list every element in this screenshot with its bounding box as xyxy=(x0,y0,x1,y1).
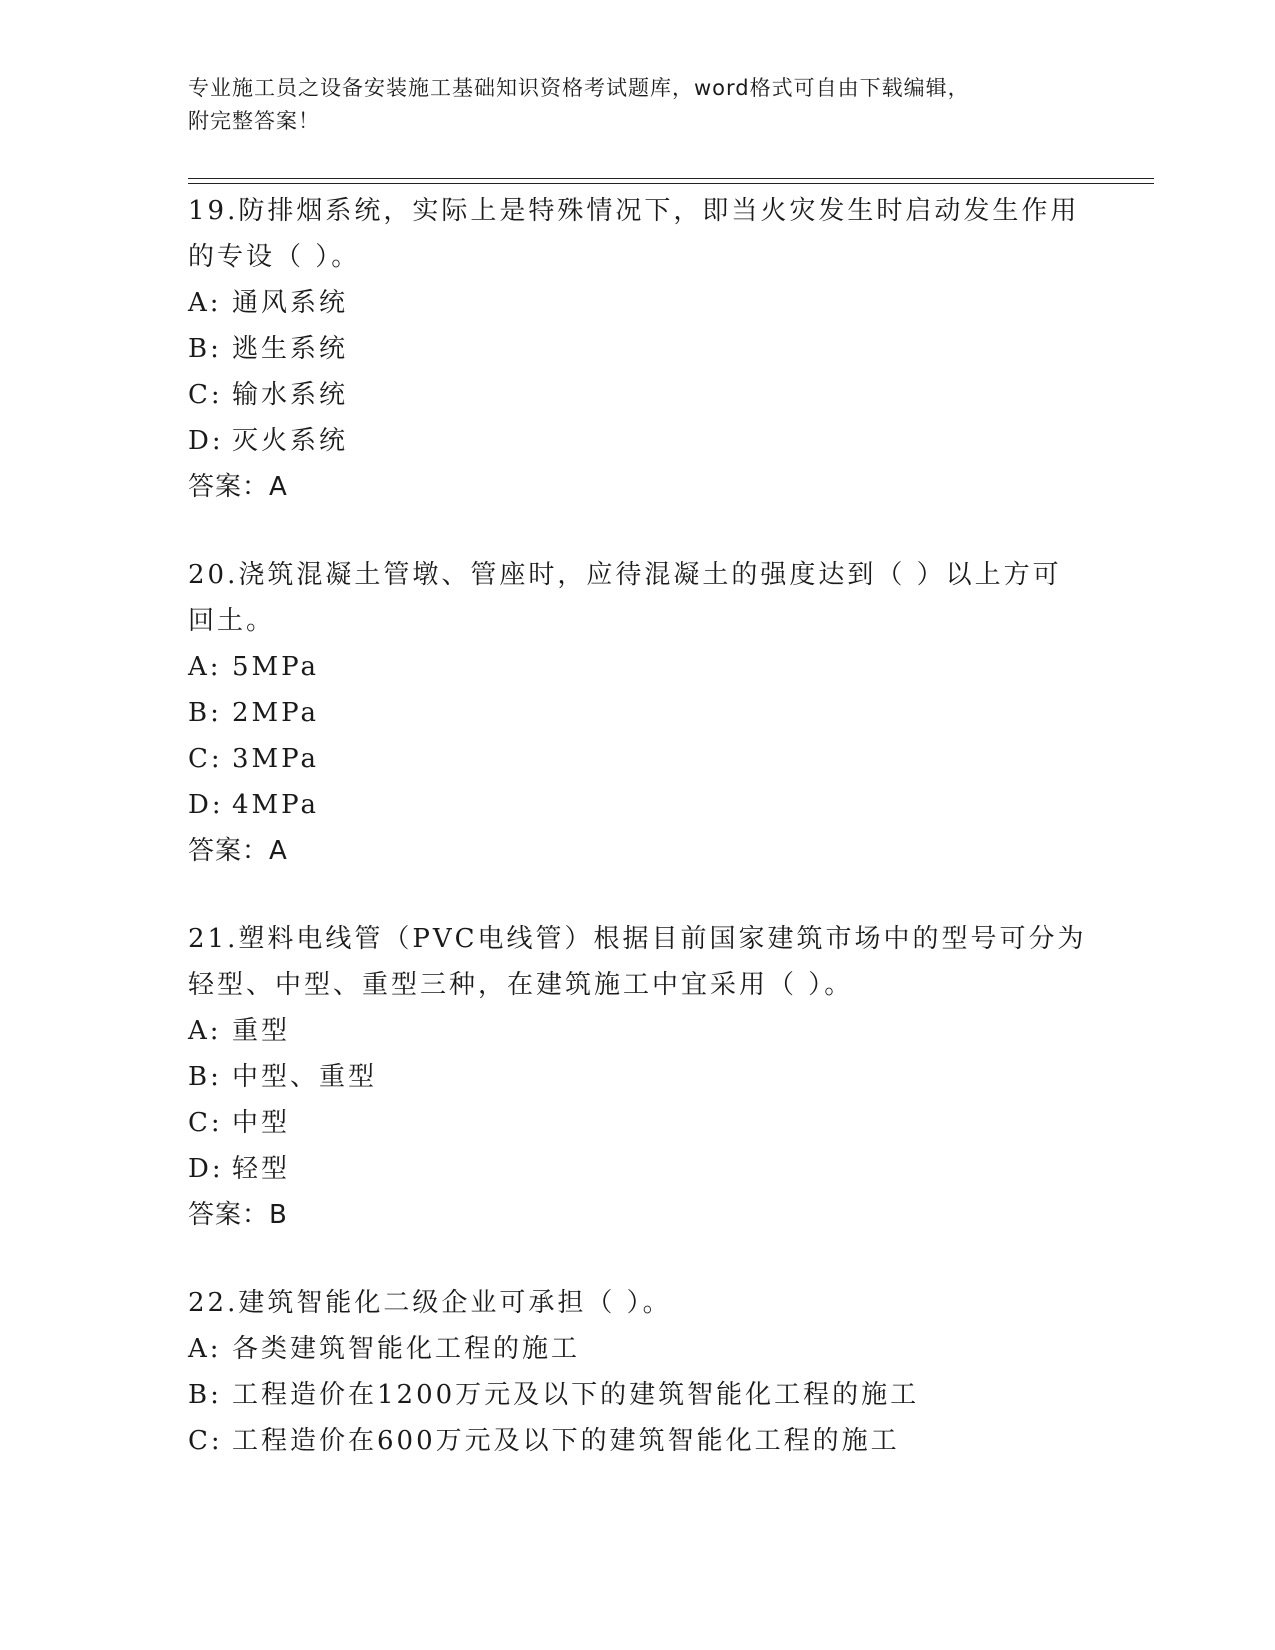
option-d xyxy=(188,418,1088,464)
option-key: D: xyxy=(188,426,224,456)
option-key: B: xyxy=(188,334,222,364)
option-key: A: xyxy=(188,652,222,682)
question-19 xyxy=(188,188,1088,510)
option-b xyxy=(188,1054,1088,1100)
option-c xyxy=(188,736,1088,782)
header-divider-top xyxy=(188,178,1154,179)
question-22 xyxy=(188,1280,1088,1464)
question-21 xyxy=(188,916,1088,1238)
option-a xyxy=(188,1326,1088,1372)
question-stem: 21.塑料电线管（PVC电线管）根据目前国家建筑市场中的型号可分为轻型、中型、重型三种，在建筑施工中宜采用（ ）。 xyxy=(188,924,1087,1000)
header-divider-bottom xyxy=(188,183,1154,184)
option-text: 输水系统 xyxy=(232,380,349,410)
option-c xyxy=(188,1418,1088,1464)
question-stem: 19.防排烟系统，实际上是特殊情况下，即当火灾发生时启动发生作用的专设（ ）。 xyxy=(188,196,1080,272)
option-text: 4MPa xyxy=(232,790,319,820)
option-key: B: xyxy=(188,698,222,728)
answer-line: 答案：B xyxy=(188,1200,288,1230)
option-text: 逃生系统 xyxy=(232,334,349,364)
option-text: 重型 xyxy=(232,1016,291,1046)
option-b xyxy=(188,690,1088,736)
option-text: 各类建筑智能化工程的施工 xyxy=(232,1334,581,1364)
option-a xyxy=(188,644,1088,690)
option-text: 2MPa xyxy=(232,698,319,728)
option-key: D: xyxy=(188,790,224,820)
option-key: B: xyxy=(188,1062,222,1092)
option-text: 轻型 xyxy=(232,1154,291,1184)
option-key: C: xyxy=(188,1108,223,1138)
option-text: 工程造价在1200万元及以下的建筑智能化工程的施工 xyxy=(232,1380,920,1410)
option-text: 中型、重型 xyxy=(232,1062,378,1092)
option-a xyxy=(188,280,1088,326)
option-d xyxy=(188,782,1088,828)
option-key: C: xyxy=(188,1426,223,1456)
option-c xyxy=(188,372,1088,418)
option-a xyxy=(188,1008,1088,1054)
header-line-2: 附完整答案！ xyxy=(188,109,320,133)
question-stem: 20.浇筑混凝土管墩、管座时，应待混凝土的强度达到（ ）以上方可回土。 xyxy=(188,560,1062,636)
option-c xyxy=(188,1100,1088,1146)
answer-line: 答案：A xyxy=(188,472,288,502)
option-text: 中型 xyxy=(232,1108,291,1138)
option-key: A: xyxy=(188,288,222,318)
option-b xyxy=(188,326,1088,372)
option-key: A: xyxy=(188,1334,222,1364)
option-text: 通风系统 xyxy=(232,288,349,318)
question-20 xyxy=(188,552,1088,874)
option-text: 3MPa xyxy=(232,744,319,774)
option-b xyxy=(188,1372,1088,1418)
header-line-1: 专业施工员之设备安装施工基础知识资格考试题库，word格式可自由下载编辑， xyxy=(188,76,970,100)
option-key: C: xyxy=(188,744,223,774)
option-key: A: xyxy=(188,1016,222,1046)
answer-line: 答案：A xyxy=(188,836,288,866)
option-key: D: xyxy=(188,1154,224,1184)
document-header xyxy=(188,72,1088,138)
option-text: 灭火系统 xyxy=(232,426,349,456)
question-stem: 22.建筑智能化二级企业可承担（ ）。 xyxy=(188,1288,672,1318)
option-key: B: xyxy=(188,1380,222,1410)
option-key: C: xyxy=(188,380,223,410)
option-d xyxy=(188,1146,1088,1192)
option-text: 工程造价在600万元及以下的建筑智能化工程的施工 xyxy=(232,1426,900,1456)
option-text: 5MPa xyxy=(232,652,319,682)
